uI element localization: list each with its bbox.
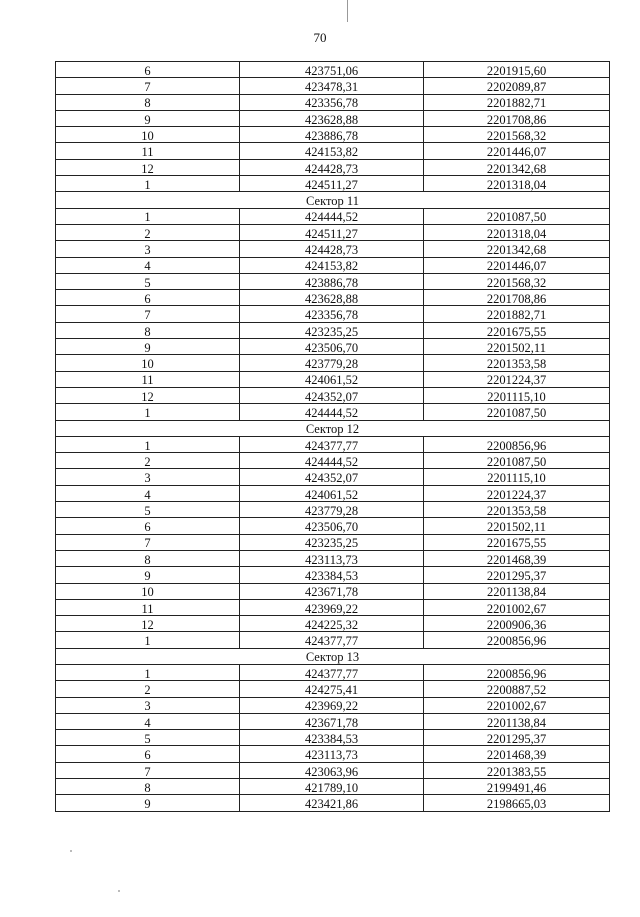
table-row [56, 730, 610, 746]
y-coordinate-cell: 2200887,52 [424, 681, 610, 697]
x-coordinate-cell: 423506,70 [240, 339, 424, 355]
y-coordinate-cell: 2200906,36 [424, 616, 610, 632]
y-coordinate-cell: 2201675,55 [424, 534, 610, 550]
x-coordinate-cell: 424377,77 [240, 632, 424, 648]
y-coordinate-cell: 2201915,60 [424, 62, 610, 78]
y-coordinate-cell: 2201342,68 [424, 241, 610, 257]
y-coordinate-cell: 2201115,10 [424, 469, 610, 485]
table-row [56, 713, 610, 729]
y-coordinate-cell: 2200856,96 [424, 436, 610, 452]
sector-header-row [56, 192, 610, 208]
point-number-cell: 7 [56, 762, 240, 778]
y-coordinate-cell: 2201708,86 [424, 110, 610, 126]
y-coordinate-cell: 2201502,11 [424, 518, 610, 534]
point-number-cell: 6 [56, 62, 240, 78]
table-row [56, 404, 610, 420]
point-number-cell: 6 [56, 290, 240, 306]
scan-edge-mark [347, 0, 348, 22]
point-number-cell: 2 [56, 224, 240, 240]
point-number-cell: 10 [56, 355, 240, 371]
point-number-cell: 2 [56, 681, 240, 697]
sector-header-row [56, 648, 610, 664]
y-coordinate-cell: 2201342,68 [424, 159, 610, 175]
x-coordinate-cell: 424061,52 [240, 485, 424, 501]
sector-label: Сектор 11 [56, 192, 610, 208]
x-coordinate-cell: 423969,22 [240, 697, 424, 713]
point-number-cell: 1 [56, 208, 240, 224]
point-number-cell: 10 [56, 127, 240, 143]
x-coordinate-cell: 424444,52 [240, 453, 424, 469]
table-row [56, 241, 610, 257]
y-coordinate-cell: 2201087,50 [424, 208, 610, 224]
table-row [56, 583, 610, 599]
y-coordinate-cell: 2201002,67 [424, 697, 610, 713]
y-coordinate-cell: 2201882,71 [424, 306, 610, 322]
x-coordinate-cell: 423384,53 [240, 567, 424, 583]
y-coordinate-cell: 2201882,71 [424, 94, 610, 110]
y-coordinate-cell: 2198665,03 [424, 795, 610, 811]
point-number-cell: 1 [56, 176, 240, 192]
table-row [56, 273, 610, 289]
x-coordinate-cell: 424511,27 [240, 224, 424, 240]
x-coordinate-cell: 423421,86 [240, 795, 424, 811]
x-coordinate-cell: 423235,25 [240, 322, 424, 338]
point-number-cell: 8 [56, 550, 240, 566]
y-coordinate-cell: 2201708,86 [424, 290, 610, 306]
table-row [56, 550, 610, 566]
point-number-cell: 8 [56, 322, 240, 338]
y-coordinate-cell: 2202089,87 [424, 78, 610, 94]
y-coordinate-cell: 2201318,04 [424, 224, 610, 240]
point-number-cell: 1 [56, 664, 240, 680]
table-row [56, 306, 610, 322]
x-coordinate-cell: 424061,52 [240, 371, 424, 387]
point-number-cell: 8 [56, 94, 240, 110]
table-row [56, 159, 610, 175]
table-row [56, 436, 610, 452]
coordinates-table [55, 61, 610, 812]
point-number-cell: 9 [56, 110, 240, 126]
point-number-cell: 11 [56, 371, 240, 387]
x-coordinate-cell: 423478,31 [240, 78, 424, 94]
x-coordinate-cell: 424377,77 [240, 436, 424, 452]
x-coordinate-cell: 423628,88 [240, 110, 424, 126]
table-row [56, 502, 610, 518]
y-coordinate-cell: 2201383,55 [424, 762, 610, 778]
x-coordinate-cell: 424225,32 [240, 616, 424, 632]
point-number-cell: 6 [56, 518, 240, 534]
x-coordinate-cell: 424153,82 [240, 143, 424, 159]
x-coordinate-cell: 423356,78 [240, 94, 424, 110]
x-coordinate-cell: 424428,73 [240, 159, 424, 175]
table-row [56, 485, 610, 501]
point-number-cell: 5 [56, 502, 240, 518]
point-number-cell: 9 [56, 567, 240, 583]
y-coordinate-cell: 2201138,84 [424, 583, 610, 599]
x-coordinate-cell: 423671,78 [240, 713, 424, 729]
point-number-cell: 7 [56, 534, 240, 550]
x-coordinate-cell: 423113,73 [240, 746, 424, 762]
x-coordinate-cell: 423671,78 [240, 583, 424, 599]
table-row [56, 78, 610, 94]
point-number-cell: 7 [56, 306, 240, 322]
table-row [56, 355, 610, 371]
x-coordinate-cell: 423113,73 [240, 550, 424, 566]
point-number-cell: 4 [56, 713, 240, 729]
point-number-cell: 10 [56, 583, 240, 599]
table-row [56, 518, 610, 534]
y-coordinate-cell: 2201087,50 [424, 404, 610, 420]
x-coordinate-cell: 421789,10 [240, 779, 424, 795]
x-coordinate-cell: 424428,73 [240, 241, 424, 257]
x-coordinate-cell: 423235,25 [240, 534, 424, 550]
x-coordinate-cell: 423356,78 [240, 306, 424, 322]
table-row [56, 387, 610, 403]
y-coordinate-cell: 2201115,10 [424, 387, 610, 403]
y-coordinate-cell: 2201353,58 [424, 355, 610, 371]
y-coordinate-cell: 2201002,67 [424, 599, 610, 615]
table-row [56, 224, 610, 240]
table-row [56, 681, 610, 697]
point-number-cell: 11 [56, 599, 240, 615]
x-coordinate-cell: 424153,82 [240, 257, 424, 273]
y-coordinate-cell: 2200856,96 [424, 632, 610, 648]
point-number-cell: 9 [56, 339, 240, 355]
table-row [56, 664, 610, 680]
point-number-cell: 5 [56, 730, 240, 746]
table-row [56, 534, 610, 550]
point-number-cell: 7 [56, 78, 240, 94]
point-number-cell: 4 [56, 485, 240, 501]
table-row [56, 62, 610, 78]
point-number-cell: 12 [56, 159, 240, 175]
table-row [56, 94, 610, 110]
sector-header-row [56, 420, 610, 436]
point-number-cell: 1 [56, 632, 240, 648]
x-coordinate-cell: 423063,96 [240, 762, 424, 778]
table-row [56, 762, 610, 778]
x-coordinate-cell: 424352,07 [240, 387, 424, 403]
table-row [56, 127, 610, 143]
y-coordinate-cell: 2201446,07 [424, 257, 610, 273]
x-coordinate-cell: 423886,78 [240, 127, 424, 143]
y-coordinate-cell: 2201087,50 [424, 453, 610, 469]
table-row [56, 208, 610, 224]
table-row [56, 453, 610, 469]
point-number-cell: 3 [56, 241, 240, 257]
point-number-cell: 11 [56, 143, 240, 159]
x-coordinate-cell: 423506,70 [240, 518, 424, 534]
y-coordinate-cell: 2201468,39 [424, 550, 610, 566]
x-coordinate-cell: 423751,06 [240, 62, 424, 78]
point-number-cell: 6 [56, 746, 240, 762]
point-number-cell: 3 [56, 469, 240, 485]
scan-speck [118, 890, 120, 892]
table-row [56, 779, 610, 795]
y-coordinate-cell: 2201295,37 [424, 730, 610, 746]
sector-label: Сектор 12 [56, 420, 610, 436]
table-row [56, 290, 610, 306]
y-coordinate-cell: 2201568,32 [424, 127, 610, 143]
table-row [56, 110, 610, 126]
y-coordinate-cell: 2201502,11 [424, 339, 610, 355]
y-coordinate-cell: 2201353,58 [424, 502, 610, 518]
table-row [56, 746, 610, 762]
x-coordinate-cell: 424444,52 [240, 404, 424, 420]
table-row [56, 371, 610, 387]
table-row [56, 616, 610, 632]
table-row [56, 697, 610, 713]
table-row [56, 632, 610, 648]
point-number-cell: 1 [56, 404, 240, 420]
y-coordinate-cell: 2201138,84 [424, 713, 610, 729]
y-coordinate-cell: 2201468,39 [424, 746, 610, 762]
table-row [56, 339, 610, 355]
y-coordinate-cell: 2199491,46 [424, 779, 610, 795]
x-coordinate-cell: 424511,27 [240, 176, 424, 192]
y-coordinate-cell: 2201295,37 [424, 567, 610, 583]
x-coordinate-cell: 423779,28 [240, 502, 424, 518]
table-row [56, 469, 610, 485]
point-number-cell: 3 [56, 697, 240, 713]
y-coordinate-cell: 2200856,96 [424, 664, 610, 680]
sector-label: Сектор 13 [56, 648, 610, 664]
y-coordinate-cell: 2201318,04 [424, 176, 610, 192]
x-coordinate-cell: 423779,28 [240, 355, 424, 371]
y-coordinate-cell: 2201224,37 [424, 485, 610, 501]
point-number-cell: 12 [56, 616, 240, 632]
x-coordinate-cell: 424352,07 [240, 469, 424, 485]
y-coordinate-cell: 2201675,55 [424, 322, 610, 338]
x-coordinate-cell: 424275,41 [240, 681, 424, 697]
x-coordinate-cell: 423969,22 [240, 599, 424, 615]
page-number: 70 [313, 30, 327, 45]
x-coordinate-cell: 423886,78 [240, 273, 424, 289]
coordinates-table-body [56, 62, 610, 812]
table-row [56, 257, 610, 273]
point-number-cell: 1 [56, 436, 240, 452]
x-coordinate-cell: 423384,53 [240, 730, 424, 746]
y-coordinate-cell: 2201446,07 [424, 143, 610, 159]
table-row [56, 322, 610, 338]
point-number-cell: 12 [56, 387, 240, 403]
point-number-cell: 5 [56, 273, 240, 289]
table-row [56, 143, 610, 159]
y-coordinate-cell: 2201224,37 [424, 371, 610, 387]
x-coordinate-cell: 424444,52 [240, 208, 424, 224]
point-number-cell: 8 [56, 779, 240, 795]
x-coordinate-cell: 423628,88 [240, 290, 424, 306]
point-number-cell: 2 [56, 453, 240, 469]
table-row [56, 795, 610, 811]
scan-speck [70, 850, 72, 852]
table-row [56, 567, 610, 583]
y-coordinate-cell: 2201568,32 [424, 273, 610, 289]
table-row [56, 176, 610, 192]
point-number-cell: 4 [56, 257, 240, 273]
point-number-cell: 9 [56, 795, 240, 811]
x-coordinate-cell: 424377,77 [240, 664, 424, 680]
table-row [56, 599, 610, 615]
